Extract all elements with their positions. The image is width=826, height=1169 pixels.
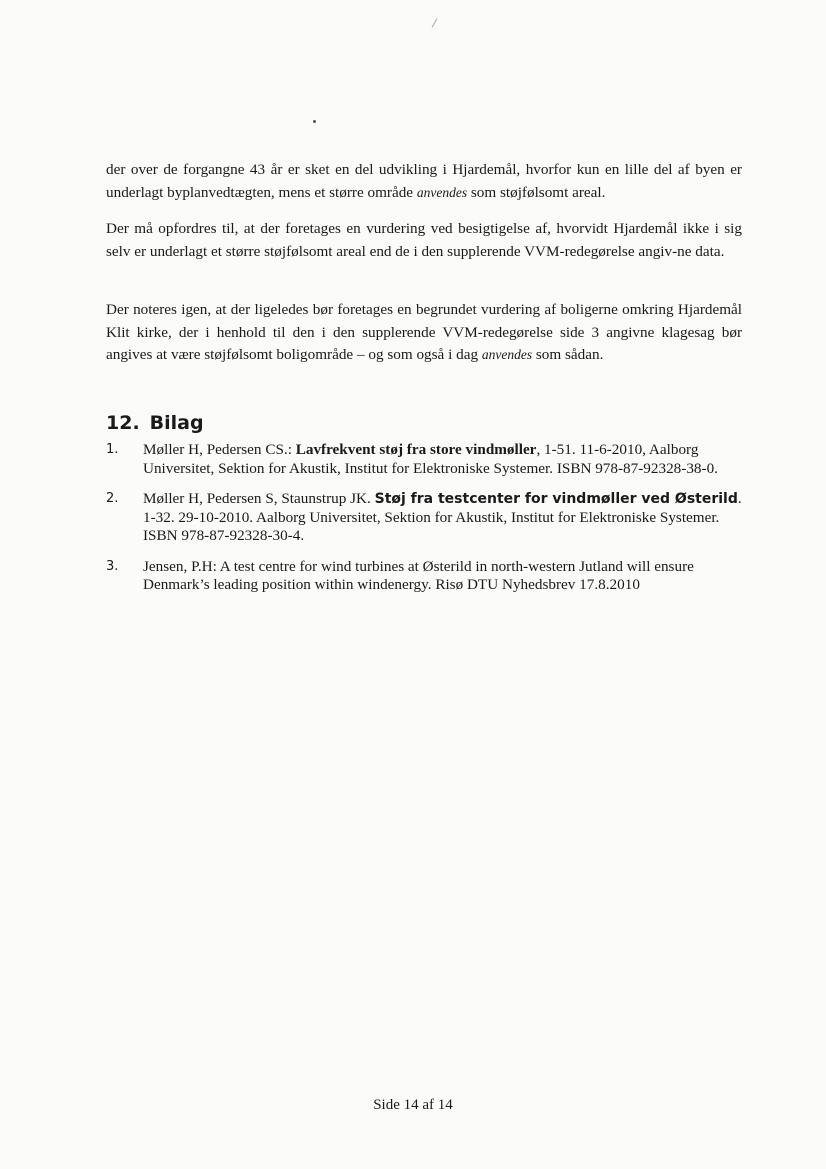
reference-title: Lavfrekvent støj fra store vindmøller [295, 441, 537, 458]
reference-item [106, 441, 742, 478]
section-title: Bilag [149, 412, 204, 434]
section-number: 12. [106, 412, 140, 434]
reference-details: , 1-51. 11-6-2010, Aalborg Universitet, Sektion for Akustik, Institut for Elektroniske Systemer. ISBN 978-87-92328-38-0. [143, 441, 718, 477]
scan-speck [313, 120, 316, 123]
reference-number: 1. [106, 442, 119, 457]
reference-number: 3. [106, 558, 119, 574]
reference-authors: Møller H, Pedersen S, Staunstrup JK. [143, 490, 375, 507]
paragraph-3-text-b: som sådan. [532, 346, 604, 364]
reference-details: . 1-32. 29-10-2010. Aalborg Universitet, Sektion for Akustik, Institut for Elektroniske Systemer. ISBN 978-87-92328-30-4. [143, 490, 742, 544]
paragraph-1-text-a: der over de forgangne 43 år er sket en del udvikling i Hjardemål, hvorfor kun en lille del af byen er underlagt byplanvedtægten, mens et større område [106, 161, 742, 201]
paragraph-1 [106, 159, 742, 204]
reference-number: 2. [106, 491, 119, 506]
paragraph-2: Der må opfordres til, at der foretages en vurdering ved besigtigelse af, hvorvidt Hjardemål ikke i sig selv er underlagt et større støjfølsomt areal end de i den supplerende VVM-redegørelse angiv-ne data. [106, 220, 742, 260]
paragraph-3 [106, 299, 742, 367]
reference-list [106, 441, 742, 595]
reference-item [106, 490, 742, 546]
section-heading [106, 411, 204, 435]
paragraph-1-text-b: som støjfølsomt areal. [467, 183, 606, 201]
reference-authors: Møller H, Pedersen CS.: [143, 441, 296, 458]
paragraph-1-emphasis: anvendes [416, 184, 468, 200]
reference-title: Støj fra testcenter for vindmøller ved Østerild [374, 491, 738, 507]
reference-text [143, 490, 742, 546]
reference-text: Jensen, P.H: A test centre for wind turbines at Østerild in north-western Jutland will ensure Denmark’s leading position within windenergy. Risø DTU Nyhedsbrev 17.8.2010 [143, 557, 694, 593]
paragraph-3-emphasis: anvendes [481, 347, 533, 363]
reference-item [106, 558, 742, 595]
scan-mark [432, 18, 438, 27]
reference-text [143, 441, 742, 478]
page-footer: Side 14 af 14 [373, 1097, 453, 1113]
paragraph-3-text-a: Der noteres igen, at der ligeledes bør foretages en begrundet vurdering af boligerne omkring Hjardemål Klit kirke, der i henhold til den i den supplerende VVM-redegørelse side 3 angivne klagesag bør angives at være støjfølsomt boligområde – og som også i dag [106, 301, 742, 364]
